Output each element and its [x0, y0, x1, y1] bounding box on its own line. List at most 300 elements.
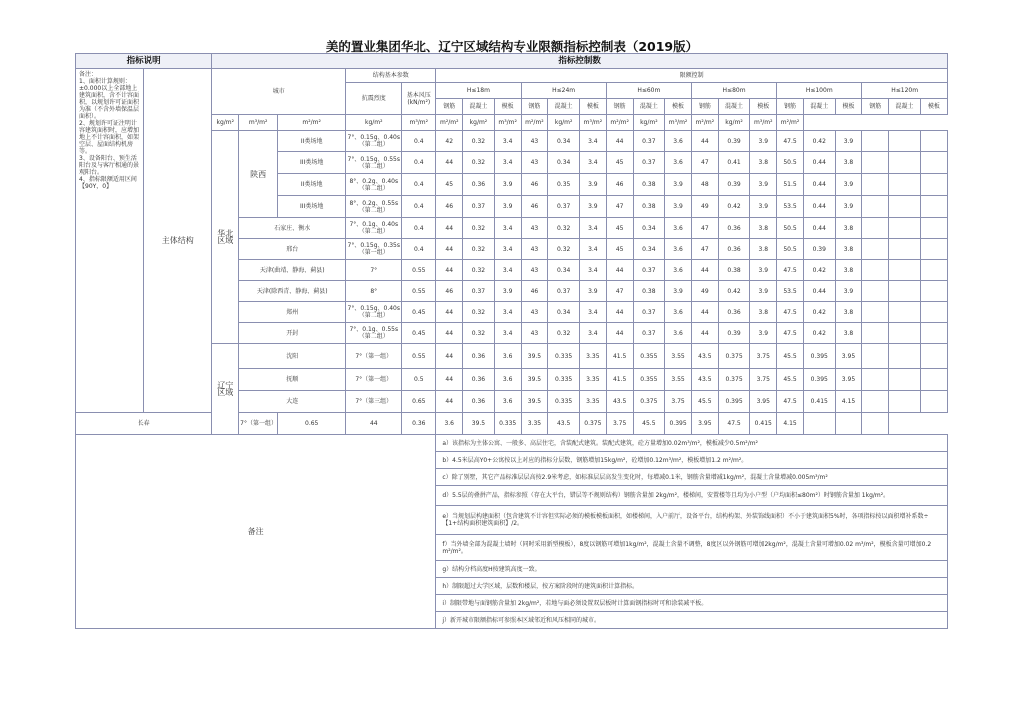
value-cell: 3.6: [665, 152, 692, 174]
value-cell: 45.5: [633, 413, 665, 435]
value-cell: 0.395: [718, 391, 750, 413]
col-city: 城市: [212, 69, 346, 115]
seismic-cell: 7°、0.1g、0.55s（第二组）: [346, 323, 402, 344]
remark-text: b）4.5米层高Y0+公寓按以上对应的指标分层数，钢筋增加15kg/m²，砼增加0.12m³/m²，模板增加1.2 m²/m²。: [436, 452, 948, 469]
value-cell: [803, 413, 835, 435]
value-cell: 44: [436, 369, 463, 391]
value-cell: 3.6: [665, 260, 692, 281]
value-cell: 47.5: [718, 413, 750, 435]
value-cell: 0.42: [803, 131, 835, 152]
material-header: 模板: [494, 99, 521, 115]
value-cell: 44: [606, 323, 633, 344]
value-cell: 3.4: [579, 323, 606, 344]
value-cell: [862, 281, 889, 302]
value-cell: 47: [691, 239, 718, 260]
value-cell: 3.9: [750, 260, 777, 281]
value-cell: 47.5: [777, 131, 804, 152]
value-cell: 4.15: [777, 413, 804, 435]
seismic-cell: 7°、0.1g、0.40s（第二组）: [346, 218, 402, 239]
city-cell: 天津(除西青、静海、蓟县): [239, 281, 346, 302]
value-cell: [862, 218, 889, 239]
value-cell: 43.5: [691, 369, 718, 391]
value-cell: 0.32: [463, 131, 495, 152]
value-cell: 47: [606, 281, 633, 302]
wind-cell: 0.5: [402, 369, 436, 391]
value-cell: 0.37: [633, 152, 665, 174]
value-cell: 3.9: [835, 281, 862, 302]
unit-header: m³/m²: [579, 115, 606, 131]
value-cell: 3.8: [750, 239, 777, 260]
value-cell: [920, 302, 947, 323]
value-cell: [920, 196, 947, 218]
value-cell: 49: [691, 281, 718, 302]
value-cell: 45.5: [777, 344, 804, 369]
value-cell: 0.36: [463, 369, 495, 391]
seismic-cell: 7°（第一组）: [346, 344, 402, 369]
value-cell: 50.5: [777, 152, 804, 174]
material-header: 钢筋: [606, 99, 633, 115]
value-cell: 0.34: [548, 152, 580, 174]
col-params: 结构基本参数: [346, 69, 436, 83]
value-cell: [889, 196, 921, 218]
value-cell: 3.95: [835, 369, 862, 391]
unit-header: m³/m²: [402, 115, 436, 131]
header-explain: 指标说明: [76, 54, 212, 69]
value-cell: 0.32: [463, 218, 495, 239]
seismic-cell: 8°、0.2g、0.40s（第二组）: [346, 174, 402, 196]
value-cell: 3.9: [665, 281, 692, 302]
value-cell: 3.6: [665, 323, 692, 344]
value-cell: 43.5: [548, 413, 580, 435]
value-cell: 3.9: [579, 196, 606, 218]
value-cell: 0.38: [633, 281, 665, 302]
value-cell: 0.39: [718, 174, 750, 196]
unit-header: m²/m²: [278, 115, 346, 131]
remark-text: f）当外墙全部为混凝土墙时（同时采用新型模板），8度以钢筋可增加1kg/m²，混凝土含量不调整，8度区以外钢筋可增加2kg/m²，混凝土含量可增加0.02 m³/m²，模板含量可增加0.2 m²/m²。: [436, 535, 948, 561]
value-cell: 0.335: [548, 344, 580, 369]
region-liaoning: 辽宁区域: [212, 344, 239, 435]
wind-cell: 0.4: [402, 239, 436, 260]
value-cell: 0.32: [548, 239, 580, 260]
value-cell: 0.36: [718, 218, 750, 239]
value-cell: 3.35: [579, 344, 606, 369]
unit-header: kg/m²: [346, 115, 402, 131]
value-cell: [920, 369, 947, 391]
city-cell: 天津(曲靖、静海、蓟县): [239, 260, 346, 281]
unit-header: m²/m²: [606, 115, 633, 131]
value-cell: 3.75: [606, 413, 633, 435]
seismic-cell: 8°、0.2g、0.55s（第二组）: [346, 196, 402, 218]
value-cell: 3.6: [665, 131, 692, 152]
value-cell: 43: [521, 323, 548, 344]
value-cell: [920, 323, 947, 344]
value-cell: 3.9: [494, 281, 521, 302]
value-cell: [889, 218, 921, 239]
value-cell: 3.8: [835, 218, 862, 239]
value-cell: 45.5: [691, 391, 718, 413]
material-header: 混凝土: [889, 99, 921, 115]
value-cell: 3.4: [494, 218, 521, 239]
table-row: [76, 413, 948, 435]
value-cell: [920, 239, 947, 260]
material-header: 模板: [665, 99, 692, 115]
value-cell: 0.375: [633, 391, 665, 413]
unit-header: kg/m²: [463, 115, 495, 131]
value-cell: 0.37: [633, 302, 665, 323]
value-cell: 3.4: [494, 302, 521, 323]
material-header: 钢筋: [521, 99, 548, 115]
remark-text: g）结构分档高度H按建筑高度一致。: [436, 561, 948, 578]
city-cell: II类场地: [278, 174, 346, 196]
value-cell: 0.42: [803, 323, 835, 344]
value-cell: 3.9: [494, 174, 521, 196]
value-cell: 0.44: [803, 196, 835, 218]
value-cell: 4.15: [835, 391, 862, 413]
value-cell: [862, 196, 889, 218]
value-cell: [889, 369, 921, 391]
wind-cell: 0.4: [402, 174, 436, 196]
value-cell: 44: [436, 323, 463, 344]
value-cell: 0.42: [803, 302, 835, 323]
value-cell: 0.36: [463, 344, 495, 369]
value-cell: 3.8: [835, 239, 862, 260]
value-cell: 3.6: [665, 239, 692, 260]
seismic-cell: 7°（第三组）: [346, 391, 402, 413]
value-cell: 3.9: [665, 196, 692, 218]
seismic-cell: 7°（第一组）: [239, 413, 278, 435]
unit-header: m³/m²: [750, 115, 777, 131]
region-huabei: 华北区域: [212, 131, 239, 344]
value-cell: 3.9: [750, 323, 777, 344]
unit-header: m²/m²: [436, 115, 463, 131]
seismic-cell: 7°、0.15g、0.40s（第二组）: [346, 302, 402, 323]
value-cell: 43: [521, 152, 548, 174]
material-header: 模板: [579, 99, 606, 115]
remark-text: c）除了别墅，其它产品标准层层高按2.9米考虑，如标准层层高发生变化时，每增减0.1米，钢筋含量增减1kg/m²，混凝土含量增减0.005m³/m²: [436, 469, 948, 486]
value-cell: 0.42: [803, 260, 835, 281]
value-cell: 44: [436, 391, 463, 413]
value-cell: 0.34: [548, 131, 580, 152]
value-cell: 3.8: [835, 302, 862, 323]
material-header: 钢筋: [436, 99, 463, 115]
value-cell: 47: [691, 218, 718, 239]
value-cell: 0.36: [402, 413, 436, 435]
value-cell: [862, 369, 889, 391]
value-cell: 0.335: [494, 413, 521, 435]
value-cell: 0.34: [633, 239, 665, 260]
city-cell: 郑州: [239, 302, 346, 323]
unit-header: m³/m²: [494, 115, 521, 131]
value-cell: [862, 302, 889, 323]
value-cell: 3.4: [494, 260, 521, 281]
value-cell: 0.39: [718, 131, 750, 152]
wind-cell: 0.45: [402, 302, 436, 323]
city-cell: 大连: [239, 391, 346, 413]
value-cell: [862, 323, 889, 344]
value-cell: 3.4: [579, 239, 606, 260]
value-cell: 44: [346, 413, 402, 435]
value-cell: 46: [436, 281, 463, 302]
remark-row: [76, 435, 948, 452]
value-cell: 50.5: [777, 239, 804, 260]
value-cell: 0.37: [633, 131, 665, 152]
value-cell: 47: [606, 196, 633, 218]
value-cell: 49: [691, 196, 718, 218]
value-cell: 3.4: [494, 323, 521, 344]
value-cell: 44: [691, 302, 718, 323]
col-limits: 限额控制: [436, 69, 948, 83]
explain-notes: 备注： 1、面积计算规则：±0.000以上全部地上建筑面积，含不计容面积，以规划许可证面积为准（不含外墙保温层面积）。 2、规划许可证注明计容建筑面积时，应增加地上不计容面积，如架空层、屋面结构机房等。 3、设备阳台、预生活阳台及与客厅相通的景观阳台。 4、指标限额适用区间【90Y，0】: [76, 69, 144, 413]
value-cell: [862, 344, 889, 369]
unit-header: m²/m²: [521, 115, 548, 131]
material-header: 混凝土: [548, 99, 580, 115]
remarks-label: 备注: [76, 435, 436, 629]
seismic-cell: 8°: [346, 281, 402, 302]
value-cell: 0.44: [803, 218, 835, 239]
remark-text: d）5.5层的叠拼产品，指标参照（存在大平台，错层等不规则结构）钢筋含量加 2kg/m²，楼梯间，安置楼等且均为小户型（户均面积≤80m²）时钢筋含量加 1kg/m²。: [436, 486, 948, 506]
value-cell: 3.75: [750, 344, 777, 369]
seismic-cell: 7°、0.15g、0.35s（第一组）: [346, 239, 402, 260]
value-cell: 0.37: [633, 323, 665, 344]
value-cell: 3.6: [494, 391, 521, 413]
value-cell: 3.9: [835, 174, 862, 196]
value-cell: 0.32: [463, 323, 495, 344]
unit-header: m²/m²: [691, 115, 718, 131]
wind-cell: 0.45: [402, 323, 436, 344]
value-cell: 43: [521, 302, 548, 323]
value-cell: 0.44: [803, 281, 835, 302]
value-cell: 3.95: [835, 344, 862, 369]
unit-header: kg/m²: [548, 115, 580, 131]
value-cell: 41.5: [606, 369, 633, 391]
value-cell: 45: [606, 218, 633, 239]
value-cell: [889, 174, 921, 196]
city-cell: III类场地: [278, 152, 346, 174]
value-cell: 3.55: [665, 369, 692, 391]
value-cell: 0.37: [633, 260, 665, 281]
value-cell: 53.5: [777, 196, 804, 218]
value-cell: 47.5: [777, 391, 804, 413]
value-cell: 3.8: [750, 218, 777, 239]
value-cell: 0.415: [750, 413, 777, 435]
value-cell: 0.39: [718, 323, 750, 344]
value-cell: 3.6: [494, 344, 521, 369]
wind-cell: 0.4: [402, 131, 436, 152]
value-cell: 44: [606, 131, 633, 152]
value-cell: 3.9: [750, 131, 777, 152]
value-cell: 0.34: [548, 302, 580, 323]
unit-header: kg/m²: [212, 115, 239, 131]
value-cell: 0.32: [463, 152, 495, 174]
unit-header: m³/m²: [665, 115, 692, 131]
value-cell: 3.4: [494, 152, 521, 174]
value-cell: 47: [691, 152, 718, 174]
value-cell: [862, 174, 889, 196]
seismic-cell: 7°: [346, 260, 402, 281]
value-cell: [835, 413, 862, 435]
value-cell: 0.375: [718, 369, 750, 391]
value-cell: 3.4: [494, 239, 521, 260]
material-header: 模板: [920, 99, 947, 115]
value-cell: 44: [436, 218, 463, 239]
value-cell: 44: [436, 344, 463, 369]
col-wind: 基本风压(kN/m²): [402, 83, 436, 115]
value-cell: [889, 323, 921, 344]
value-cell: 44: [436, 260, 463, 281]
value-cell: 46: [606, 174, 633, 196]
value-cell: 0.37: [463, 281, 495, 302]
city-cell: 石家庄、衡水: [239, 218, 346, 239]
value-cell: [920, 344, 947, 369]
height-band: H≤60m: [606, 83, 691, 99]
value-cell: 3.8: [750, 152, 777, 174]
remark-text: h）制限超过大学区域，层数和楼层，按方案阶段时的建筑面积计算指标。: [436, 578, 948, 595]
value-cell: 0.34: [633, 218, 665, 239]
wind-cell: 0.55: [402, 260, 436, 281]
wind-cell: 0.65: [402, 391, 436, 413]
value-cell: [889, 391, 921, 413]
value-cell: [889, 260, 921, 281]
seismic-cell: 7°、0.15g、0.40s（第二组）: [346, 131, 402, 152]
value-cell: 0.36: [718, 302, 750, 323]
unit-header: m³/m²: [239, 115, 278, 131]
value-cell: 3.55: [665, 344, 692, 369]
wind-cell: 0.65: [278, 413, 346, 435]
value-cell: 39.5: [521, 344, 548, 369]
material-header: 模板: [835, 99, 862, 115]
value-cell: 0.38: [633, 196, 665, 218]
value-cell: [920, 152, 947, 174]
value-cell: [889, 281, 921, 302]
value-cell: 0.375: [579, 413, 606, 435]
value-cell: 3.9: [835, 196, 862, 218]
value-cell: 3.6: [665, 218, 692, 239]
value-cell: 43: [521, 260, 548, 281]
value-cell: 3.9: [750, 196, 777, 218]
value-cell: 3.8: [835, 323, 862, 344]
value-cell: 0.32: [548, 323, 580, 344]
value-cell: 46: [521, 281, 548, 302]
value-cell: 0.32: [548, 218, 580, 239]
value-cell: [920, 281, 947, 302]
city-cell: 抚顺: [239, 369, 346, 391]
value-cell: [862, 131, 889, 152]
value-cell: [862, 239, 889, 260]
height-band: H≤18m: [436, 83, 521, 99]
value-cell: 44: [606, 260, 633, 281]
value-cell: 0.37: [548, 196, 580, 218]
value-cell: 0.36: [718, 239, 750, 260]
value-cell: 43: [521, 131, 548, 152]
value-cell: 39.5: [521, 391, 548, 413]
value-cell: 3.8: [835, 260, 862, 281]
wind-cell: 0.55: [402, 281, 436, 302]
value-cell: 3.75: [750, 369, 777, 391]
value-cell: 45: [606, 239, 633, 260]
value-cell: 0.32: [463, 302, 495, 323]
material-header: 钢筋: [777, 99, 804, 115]
header-control: 指标控制数: [212, 54, 948, 69]
material-header: 混凝土: [803, 99, 835, 115]
value-cell: [920, 218, 947, 239]
value-cell: 0.36: [463, 174, 495, 196]
value-cell: [920, 260, 947, 281]
remark-text: i）制限带地与面钢筋含量加 2kg/m²，若地与面必须设置双层板时计算面钢指标时可和涂装减平板。: [436, 595, 948, 612]
unit-header: kg/m²: [718, 115, 750, 131]
value-cell: [920, 391, 947, 413]
value-cell: 3.9: [750, 174, 777, 196]
value-cell: 0.395: [803, 369, 835, 391]
value-cell: 3.8: [750, 302, 777, 323]
value-cell: 0.375: [718, 344, 750, 369]
value-cell: [889, 152, 921, 174]
value-cell: 3.4: [579, 302, 606, 323]
value-cell: 0.39: [803, 239, 835, 260]
value-cell: 3.9: [579, 281, 606, 302]
city-cell: III类场地: [278, 196, 346, 218]
value-cell: 0.44: [803, 152, 835, 174]
material-header: 钢筋: [862, 99, 889, 115]
value-cell: 3.35: [521, 413, 548, 435]
city-cell: 长春: [76, 413, 212, 435]
value-cell: 0.395: [803, 344, 835, 369]
value-cell: 3.6: [494, 369, 521, 391]
value-cell: 3.9: [665, 174, 692, 196]
value-cell: 44: [606, 302, 633, 323]
wind-cell: 0.4: [402, 152, 436, 174]
value-cell: 3.4: [494, 131, 521, 152]
city-cell: 邢台: [239, 239, 346, 260]
value-cell: 39.5: [521, 369, 548, 391]
value-cell: 0.44: [803, 174, 835, 196]
city-cell: 沈阳: [239, 344, 346, 369]
unit-header: kg/m²: [633, 115, 665, 131]
value-cell: 0.395: [665, 413, 692, 435]
value-cell: 0.355: [633, 369, 665, 391]
material-header: 混凝土: [718, 99, 750, 115]
value-cell: 45: [436, 174, 463, 196]
value-cell: 46: [521, 196, 548, 218]
unit-header: m²/m²: [777, 115, 804, 131]
material-header: 混凝土: [633, 99, 665, 115]
wind-cell: 0.4: [402, 196, 436, 218]
value-cell: 3.9: [835, 131, 862, 152]
value-cell: 3.4: [579, 218, 606, 239]
value-cell: 0.32: [463, 260, 495, 281]
value-cell: 0.36: [463, 391, 495, 413]
value-cell: 0.35: [548, 174, 580, 196]
value-cell: [862, 152, 889, 174]
value-cell: 43.5: [691, 344, 718, 369]
height-band: H≤24m: [521, 83, 606, 99]
value-cell: 0.37: [548, 281, 580, 302]
value-cell: 3.35: [579, 391, 606, 413]
value-cell: 41.5: [606, 344, 633, 369]
material-header: 钢筋: [691, 99, 718, 115]
value-cell: 3.4: [579, 152, 606, 174]
value-cell: 46: [521, 174, 548, 196]
value-cell: [920, 131, 947, 152]
value-cell: 51.5: [777, 174, 804, 196]
seismic-cell: 7°（第一组）: [346, 369, 402, 391]
value-cell: 0.42: [718, 196, 750, 218]
col-seismic: 抗震烈度: [346, 83, 402, 115]
value-cell: [889, 302, 921, 323]
page-title: 美的置业集团华北、辽宁区域结构专业限额指标控制表（2019版）: [325, 39, 699, 54]
value-cell: 0.42: [718, 281, 750, 302]
value-cell: 3.6: [665, 302, 692, 323]
city-cell: 开封: [239, 323, 346, 344]
